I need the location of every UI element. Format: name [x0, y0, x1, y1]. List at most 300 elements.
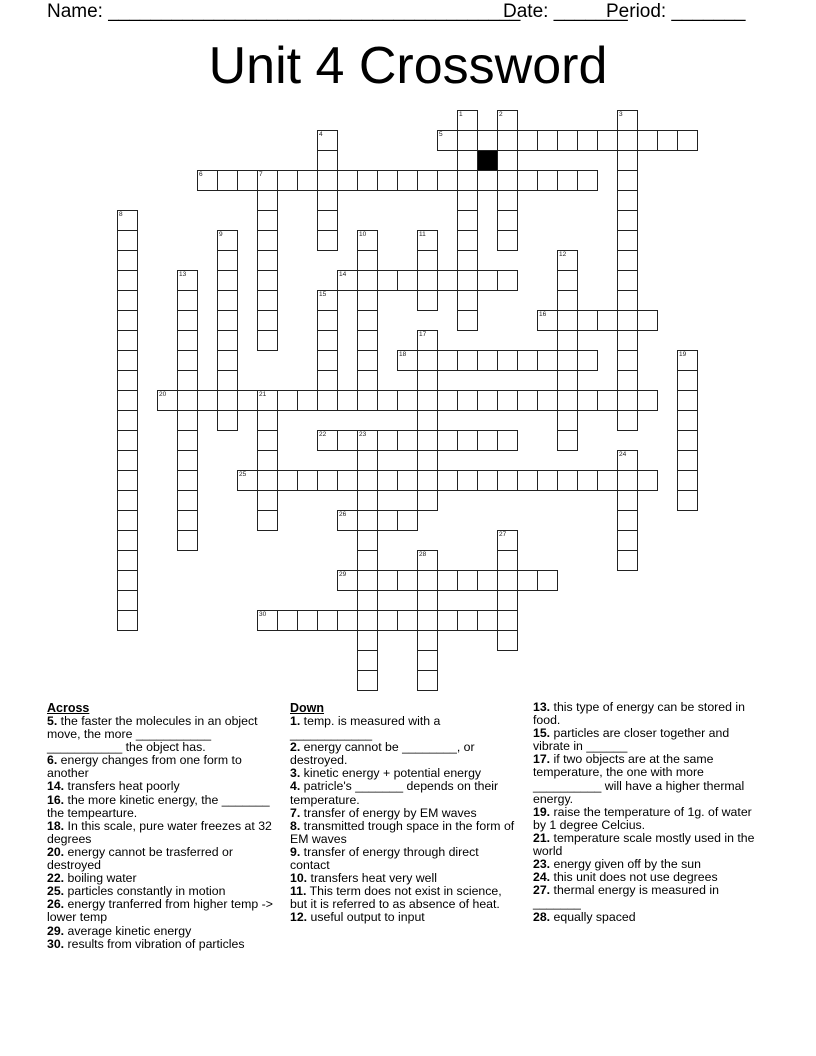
grid-cell[interactable]	[497, 570, 518, 591]
grid-cell[interactable]	[297, 170, 318, 191]
grid-cell[interactable]	[337, 390, 358, 411]
grid-cell[interactable]	[117, 570, 138, 591]
grid-cell[interactable]	[177, 530, 198, 551]
grid-cell[interactable]	[617, 190, 638, 211]
grid-cell[interactable]	[317, 210, 338, 231]
grid-cell[interactable]	[457, 270, 478, 291]
grid-cell[interactable]	[577, 390, 598, 411]
grid-cell[interactable]	[557, 410, 578, 431]
grid-cell[interactable]	[417, 610, 438, 631]
grid-cell[interactable]	[357, 570, 378, 591]
grid-cell[interactable]	[557, 350, 578, 371]
grid-cell[interactable]	[317, 150, 338, 171]
grid-cell[interactable]	[557, 370, 578, 391]
grid-cell[interactable]	[437, 570, 458, 591]
grid-cell[interactable]	[217, 250, 238, 271]
grid-cell[interactable]	[377, 270, 398, 291]
grid-cell[interactable]	[617, 410, 638, 431]
grid-cell[interactable]	[497, 110, 518, 131]
grid-cell[interactable]	[477, 170, 498, 191]
grid-cell[interactable]	[577, 310, 598, 331]
grid-cell[interactable]	[457, 190, 478, 211]
clue-text: kinetic energy + potential energy	[300, 766, 482, 781]
grid-cell[interactable]	[457, 170, 478, 191]
grid-cell[interactable]	[397, 270, 418, 291]
grid-cell[interactable]	[417, 390, 438, 411]
grid-cell[interactable]	[177, 410, 198, 431]
grid-cell[interactable]	[437, 610, 458, 631]
grid-cell[interactable]	[117, 430, 138, 451]
grid-cell[interactable]	[617, 330, 638, 351]
grid-cell[interactable]	[197, 390, 218, 411]
grid-cell[interactable]	[257, 390, 278, 411]
grid-cell[interactable]	[477, 130, 498, 151]
grid-cell[interactable]	[677, 130, 698, 151]
grid-cell[interactable]	[257, 170, 278, 191]
grid-cell[interactable]	[497, 150, 518, 171]
grid-cell[interactable]	[337, 430, 358, 451]
grid-cell[interactable]	[617, 450, 638, 471]
grid-cell[interactable]	[117, 390, 138, 411]
grid-cell[interactable]	[557, 130, 578, 151]
grid-cell[interactable]	[617, 150, 638, 171]
grid-cell[interactable]	[357, 170, 378, 191]
grid-cell[interactable]	[277, 170, 298, 191]
grid-cell[interactable]	[357, 270, 378, 291]
grid-cell[interactable]	[597, 470, 618, 491]
grid-cell[interactable]	[357, 430, 378, 451]
grid-cell[interactable]	[357, 350, 378, 371]
grid-cell[interactable]	[397, 390, 418, 411]
grid-cell[interactable]	[517, 570, 538, 591]
grid-cell[interactable]	[217, 270, 238, 291]
grid-cell[interactable]	[517, 170, 538, 191]
grid-cell[interactable]	[497, 550, 518, 571]
grid-cell[interactable]	[317, 310, 338, 331]
grid-cell[interactable]	[497, 230, 518, 251]
grid-cell[interactable]	[637, 390, 658, 411]
grid-cell[interactable]	[357, 370, 378, 391]
grid-cell[interactable]	[177, 510, 198, 531]
grid-cell[interactable]	[617, 470, 638, 491]
grid-cell[interactable]	[497, 130, 518, 151]
grid-cell[interactable]	[457, 230, 478, 251]
grid-cell[interactable]	[537, 350, 558, 371]
grid-cell[interactable]	[377, 610, 398, 631]
grid-cell[interactable]	[417, 430, 438, 451]
grid-cell[interactable]	[577, 170, 598, 191]
grid-cell[interactable]	[557, 250, 578, 271]
grid-cell[interactable]	[397, 470, 418, 491]
grid-cell[interactable]	[417, 370, 438, 391]
grid-cell[interactable]	[117, 490, 138, 511]
grid-cell[interactable]	[177, 290, 198, 311]
grid-cell[interactable]	[417, 170, 438, 191]
grid-cell[interactable]	[537, 130, 558, 151]
grid-cell[interactable]	[197, 170, 218, 191]
grid-cell[interactable]	[497, 610, 518, 631]
grid-cell[interactable]	[477, 350, 498, 371]
grid-cell[interactable]	[457, 290, 478, 311]
grid-cell[interactable]	[117, 550, 138, 571]
clue-text: if two objects are at the same temperature, the one with more __________ will have a higher thermal energy.	[533, 752, 745, 806]
grid-cell[interactable]	[497, 630, 518, 651]
grid-cell[interactable]	[297, 470, 318, 491]
grid-cell[interactable]	[177, 490, 198, 511]
grid-cell[interactable]	[497, 530, 518, 551]
grid-cell[interactable]	[637, 470, 658, 491]
grid-cell[interactable]	[477, 270, 498, 291]
grid-cell[interactable]	[477, 390, 498, 411]
grid-cell[interactable]	[317, 230, 338, 251]
grid-cell[interactable]	[257, 310, 278, 331]
grid-cell[interactable]	[237, 470, 258, 491]
grid-cell[interactable]	[117, 410, 138, 431]
grid-cell[interactable]	[557, 170, 578, 191]
clue-number-label: 25.	[47, 884, 65, 899]
grid-cell[interactable]	[597, 310, 618, 331]
grid-cell[interactable]	[317, 170, 338, 191]
grid-cell[interactable]	[457, 310, 478, 331]
grid-cell[interactable]	[397, 430, 418, 451]
grid-cell[interactable]	[317, 370, 338, 391]
clue-number: 25	[239, 471, 247, 478]
grid-cell[interactable]	[377, 170, 398, 191]
grid-cell[interactable]	[317, 290, 338, 311]
grid-cell[interactable]	[117, 610, 138, 631]
grid-cell[interactable]	[397, 610, 418, 631]
grid-cell[interactable]	[357, 450, 378, 471]
grid-cell[interactable]	[437, 470, 458, 491]
grid-cell[interactable]	[497, 390, 518, 411]
grid-cell[interactable]	[417, 250, 438, 271]
grid-cell[interactable]	[117, 470, 138, 491]
grid-cell[interactable]	[417, 650, 438, 671]
grid-cell[interactable]	[457, 150, 478, 171]
grid-cell[interactable]	[557, 470, 578, 491]
grid-cell[interactable]	[437, 430, 458, 451]
grid-cell[interactable]	[217, 330, 238, 351]
grid-cell[interactable]	[177, 270, 198, 291]
grid-cell[interactable]	[617, 390, 638, 411]
grid-cell[interactable]	[437, 270, 458, 291]
grid-cell[interactable]	[117, 330, 138, 351]
grid-cell[interactable]	[417, 270, 438, 291]
grid-cell[interactable]	[617, 310, 638, 331]
grid-cell[interactable]	[557, 430, 578, 451]
grid-cell[interactable]	[117, 270, 138, 291]
grid-cell[interactable]	[177, 310, 198, 331]
grid-cell[interactable]	[617, 550, 638, 571]
grid-cell[interactable]	[377, 570, 398, 591]
grid-cell[interactable]	[257, 490, 278, 511]
grid-cell[interactable]	[417, 350, 438, 371]
grid-cell[interactable]	[417, 670, 438, 691]
grid-cell[interactable]	[257, 190, 278, 211]
grid-cell[interactable]	[177, 470, 198, 491]
grid-cell[interactable]	[417, 470, 438, 491]
grid-cell[interactable]	[457, 570, 478, 591]
grid-cell[interactable]	[357, 250, 378, 271]
grid-cell[interactable]	[437, 350, 458, 371]
grid-cell[interactable]	[357, 530, 378, 551]
grid-cell[interactable]	[497, 350, 518, 371]
grid-cell[interactable]	[177, 390, 198, 411]
grid-cell[interactable]	[357, 590, 378, 611]
grid-cell[interactable]	[377, 470, 398, 491]
grid-cell[interactable]	[617, 110, 638, 131]
grid-cell[interactable]	[477, 430, 498, 451]
grid-cell[interactable]	[357, 310, 378, 331]
grid-cell[interactable]	[317, 430, 338, 451]
grid-cell[interactable]	[257, 210, 278, 231]
grid-cell[interactable]	[457, 430, 478, 451]
grid-cell[interactable]	[537, 170, 558, 191]
grid-cell[interactable]	[277, 610, 298, 631]
grid-cell[interactable]	[477, 470, 498, 491]
grid-cell[interactable]	[417, 550, 438, 571]
grid-cell[interactable]	[557, 330, 578, 351]
grid-cell[interactable]	[617, 130, 638, 151]
grid-cell[interactable]	[117, 530, 138, 551]
grid-cell[interactable]	[217, 350, 238, 371]
grid-cell[interactable]	[677, 410, 698, 431]
grid-cell[interactable]	[317, 330, 338, 351]
grid-cell[interactable]	[497, 470, 518, 491]
grid-cell[interactable]	[217, 170, 238, 191]
grid-cell[interactable]	[337, 270, 358, 291]
grid-cell[interactable]	[537, 570, 558, 591]
grid-cell[interactable]	[517, 390, 538, 411]
grid-cell[interactable]	[357, 630, 378, 651]
grid-cell[interactable]	[557, 390, 578, 411]
grid-cell[interactable]	[677, 370, 698, 391]
grid-cell[interactable]	[177, 430, 198, 451]
clue-number-label: 18.	[47, 818, 65, 833]
grid-cell[interactable]	[277, 470, 298, 491]
grid-cell[interactable]	[417, 330, 438, 351]
date-field[interactable]: Date: _______	[503, 1, 628, 22]
grid-cell[interactable]	[317, 610, 338, 631]
grid-cell[interactable]	[637, 130, 658, 151]
grid-cell[interactable]	[237, 170, 258, 191]
grid-cell[interactable]	[417, 290, 438, 311]
grid-cell[interactable]	[357, 510, 378, 531]
grid-cell[interactable]	[237, 390, 258, 411]
grid-cell[interactable]	[117, 510, 138, 531]
grid-cell[interactable]	[177, 370, 198, 391]
grid-cell[interactable]	[257, 430, 278, 451]
grid-cell[interactable]	[117, 250, 138, 271]
grid-cell[interactable]	[117, 290, 138, 311]
grid-cell[interactable]	[377, 510, 398, 531]
clue-number-label: 12.	[290, 910, 308, 925]
grid-cell[interactable]	[677, 430, 698, 451]
grid-cell[interactable]	[177, 330, 198, 351]
grid-cell[interactable]	[677, 470, 698, 491]
grid-cell[interactable]	[257, 410, 278, 431]
grid-cell[interactable]	[437, 130, 458, 151]
grid-cell[interactable]	[317, 130, 338, 151]
period-field[interactable]: Period: _______	[606, 1, 746, 22]
grid-cell[interactable]	[517, 470, 538, 491]
grid-cell[interactable]	[617, 250, 638, 271]
grid-cell[interactable]	[457, 610, 478, 631]
grid-cell[interactable]	[617, 230, 638, 251]
grid-cell[interactable]	[217, 390, 238, 411]
grid-cell[interactable]	[417, 410, 438, 431]
grid-cell[interactable]	[357, 390, 378, 411]
grid-cell[interactable]	[457, 130, 478, 151]
grid-cell[interactable]	[497, 190, 518, 211]
down-clues-continued	[533, 701, 761, 924]
grid-cell[interactable]	[417, 630, 438, 651]
grid-cell[interactable]	[357, 490, 378, 511]
grid-cell[interactable]	[217, 410, 238, 431]
grid-cell[interactable]	[257, 330, 278, 351]
grid-cell[interactable]	[497, 210, 518, 231]
grid-cell[interactable]	[417, 570, 438, 591]
grid-cell[interactable]	[297, 610, 318, 631]
grid-cell[interactable]	[457, 250, 478, 271]
clue-number-label: 19.	[533, 804, 551, 819]
grid-cell[interactable]	[357, 290, 378, 311]
grid-cell[interactable]	[677, 450, 698, 471]
grid-cell[interactable]	[357, 610, 378, 631]
grid-cell[interactable]	[377, 430, 398, 451]
grid-cell[interactable]	[417, 230, 438, 251]
grid-cell[interactable]	[157, 390, 178, 411]
grid-cell[interactable]	[257, 450, 278, 471]
grid-cell[interactable]	[177, 450, 198, 471]
grid-cell[interactable]	[657, 130, 678, 151]
grid-cell[interactable]	[257, 470, 278, 491]
grid-cell[interactable]	[537, 310, 558, 331]
grid-cell[interactable]	[277, 390, 298, 411]
name-field[interactable]: Name: _______________________________________	[47, 1, 521, 22]
grid-cell[interactable]	[577, 470, 598, 491]
grid-cell[interactable]	[617, 530, 638, 551]
grid-cell[interactable]	[217, 310, 238, 331]
grid-cell[interactable]	[357, 550, 378, 571]
grid-cell[interactable]	[677, 350, 698, 371]
grid-cell[interactable]	[677, 490, 698, 511]
grid-cell[interactable]	[497, 430, 518, 451]
grid-cell[interactable]	[337, 570, 358, 591]
clue-text: the faster the molecules in an object move, the more ___________ ___________ the object has.	[47, 714, 258, 755]
grid-cell[interactable]	[437, 170, 458, 191]
grid-cell[interactable]	[257, 290, 278, 311]
grid-cell[interactable]	[117, 590, 138, 611]
grid-cell[interactable]	[677, 390, 698, 411]
grid-cell[interactable]	[217, 230, 238, 251]
grid-cell[interactable]	[397, 570, 418, 591]
grid-cell[interactable]	[257, 510, 278, 531]
grid-cell[interactable]	[477, 610, 498, 631]
grid-cell[interactable]	[537, 470, 558, 491]
grid-cell[interactable]	[617, 510, 638, 531]
grid-cell[interactable]	[417, 450, 438, 471]
grid-cell[interactable]	[597, 130, 618, 151]
grid-cell[interactable]	[517, 350, 538, 371]
grid-cell[interactable]	[617, 490, 638, 511]
clue-item	[533, 911, 761, 924]
grid-cell[interactable]	[497, 590, 518, 611]
grid-cell[interactable]	[617, 370, 638, 391]
grid-cell[interactable]	[117, 230, 138, 251]
grid-cell[interactable]	[497, 170, 518, 191]
grid-cell[interactable]	[257, 230, 278, 251]
grid-cell[interactable]	[457, 110, 478, 131]
grid-cell[interactable]	[617, 210, 638, 231]
grid-cell[interactable]	[417, 590, 438, 611]
grid-cell[interactable]	[357, 330, 378, 351]
grid-cell[interactable]	[177, 350, 198, 371]
grid-cell[interactable]	[497, 270, 518, 291]
grid-cell[interactable]	[617, 290, 638, 311]
grid-cell[interactable]	[117, 350, 138, 371]
grid-cell[interactable]	[537, 390, 558, 411]
grid-cell[interactable]	[117, 210, 138, 231]
grid-cell[interactable]	[337, 170, 358, 191]
grid-cell[interactable]	[637, 310, 658, 331]
grid-cell[interactable]	[417, 490, 438, 511]
grid-cell[interactable]	[357, 230, 378, 251]
grid-cell[interactable]	[457, 210, 478, 231]
grid-cell[interactable]	[357, 670, 378, 691]
grid-cell[interactable]	[557, 270, 578, 291]
grid-cell[interactable]	[617, 270, 638, 291]
clue-text: energy cannot be ________, or destroyed.	[290, 740, 475, 768]
grid-cell[interactable]	[357, 470, 378, 491]
grid-cell[interactable]	[617, 170, 638, 191]
grid-cell[interactable]	[477, 570, 498, 591]
grid-cell[interactable]	[557, 290, 578, 311]
grid-cell[interactable]	[257, 250, 278, 271]
grid-cell[interactable]	[517, 130, 538, 151]
grid-cell[interactable]	[337, 610, 358, 631]
grid-cell[interactable]	[577, 130, 598, 151]
grid-cell[interactable]	[557, 310, 578, 331]
grid-cell[interactable]	[397, 510, 418, 531]
grid-cell[interactable]	[457, 470, 478, 491]
grid-cell[interactable]	[317, 350, 338, 371]
grid-cell[interactable]	[257, 270, 278, 291]
grid-cell[interactable]	[457, 350, 478, 371]
grid-cell[interactable]	[217, 370, 238, 391]
grid-cell[interactable]	[117, 370, 138, 391]
grid-cell[interactable]	[357, 650, 378, 671]
grid-cell[interactable]	[377, 390, 398, 411]
grid-cell[interactable]	[597, 390, 618, 411]
grid-cell[interactable]	[577, 350, 598, 371]
grid-cell[interactable]	[317, 470, 338, 491]
grid-cell[interactable]	[437, 390, 458, 411]
grid-cell[interactable]	[317, 390, 338, 411]
grid-cell[interactable]	[617, 350, 638, 371]
grid-cell[interactable]	[397, 170, 418, 191]
grid-cell[interactable]	[257, 610, 278, 631]
grid-cell[interactable]	[457, 390, 478, 411]
grid-cell[interactable]	[337, 470, 358, 491]
grid-cell[interactable]	[117, 450, 138, 471]
grid-cell[interactable]	[297, 390, 318, 411]
grid-cell[interactable]	[337, 510, 358, 531]
grid-cell[interactable]	[217, 290, 238, 311]
grid-cell[interactable]	[117, 310, 138, 331]
grid-cell[interactable]	[397, 350, 418, 371]
grid-cell[interactable]	[317, 190, 338, 211]
